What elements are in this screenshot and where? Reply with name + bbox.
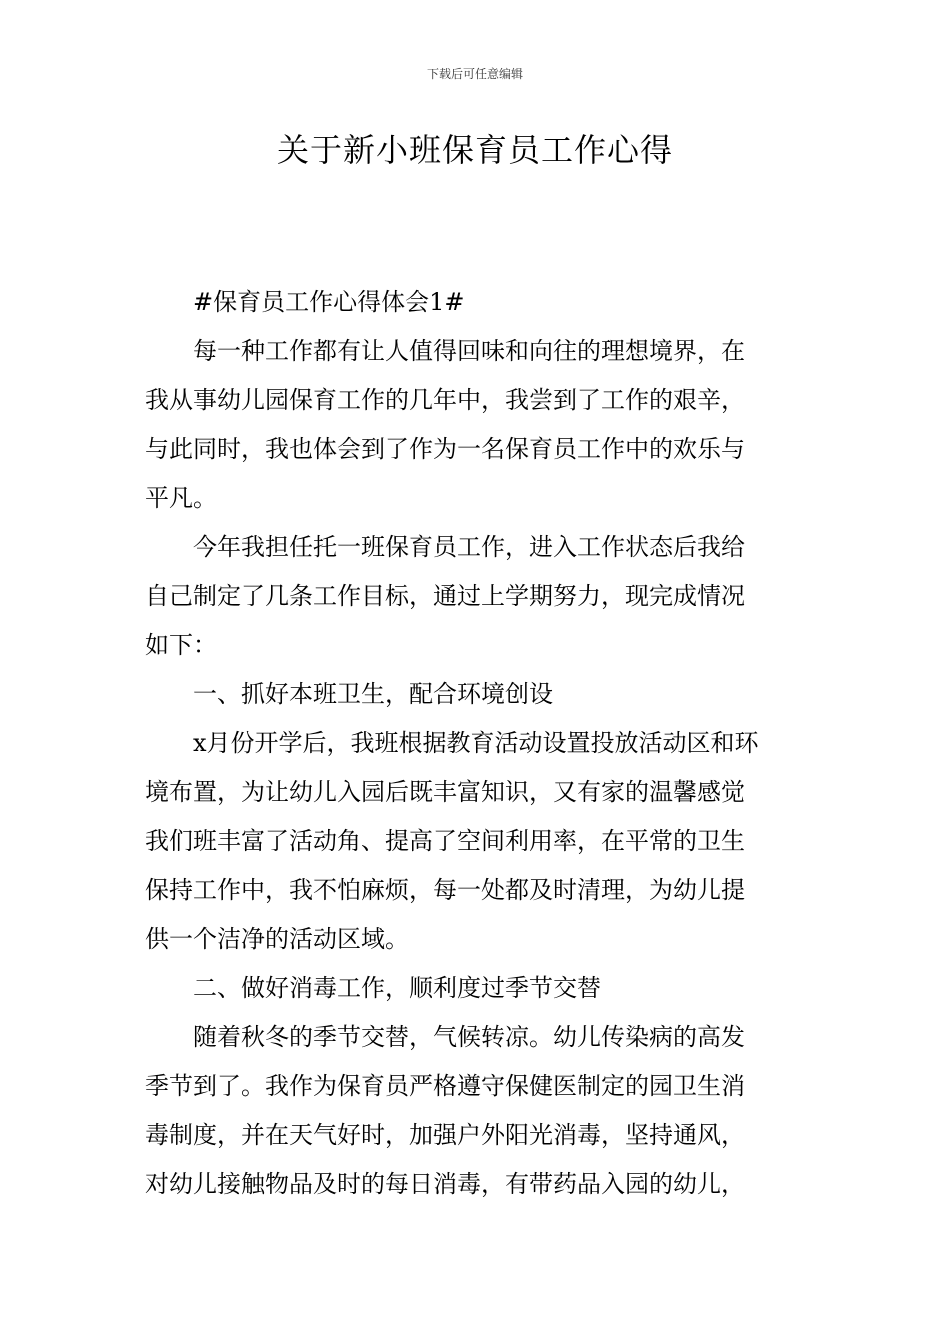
paragraph: x月份开学后，我班根据教育活动设置投放活动区和环 境布置，为让幼儿入园后既丰富知识，又有家的温馨感觉 我们班丰富了活动角、提高了空间利用率，在平常的卫生 保持工作中，我不怕麻烦，每一处都及时清理，为幼儿提 供一个洁净的活动区域。 <box>145 729 759 953</box>
paragraph-subheading: 一、抓好本班卫生，配合环境创设 <box>193 680 553 708</box>
paragraph: 随着秋冬的季节交替，气候转凉。幼儿传染病的高发 季节到了。我作为保育员严格遵守保健医制定的园卫生消 毒制度，并在天气好时，加强户外阳光消毒，坚持通风， 对幼儿接触物品及时的每日消毒，有带药品入园的幼儿， <box>145 1023 745 1198</box>
header-note: 下载后可任意编辑 <box>426 67 523 81</box>
paragraph: 每一种工作都有让人值得回味和向往的理想境界，在 我从事幼儿园保育工作的几年中，我尝到了工作的艰辛， 与此同时，我也体会到了作为一名保育员工作中的欢乐与 平凡。 <box>145 337 745 512</box>
paragraph-subheading: 二、做好消毒工作，顺利度过季节交替 <box>193 974 601 1002</box>
document-body <box>145 278 807 1209</box>
page-title: 关于新小班保育员工作心得 <box>276 131 673 169</box>
paragraph-section-heading: #保育员工作心得体会1# <box>193 288 465 316</box>
paragraph: 今年我担任托一班保育员工作，进入工作状态后我给 自己制定了几条工作目标，通过上学期努力，现完成情况 如下： <box>145 533 745 659</box>
